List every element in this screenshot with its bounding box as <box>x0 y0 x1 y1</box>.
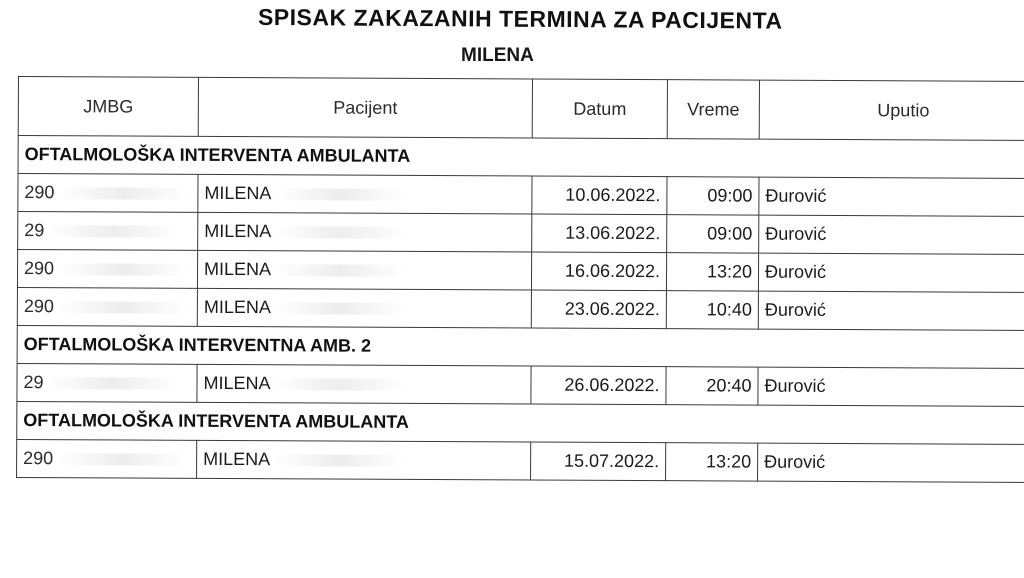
redaction <box>48 225 178 238</box>
cell-uputio: Đurović <box>759 215 1024 254</box>
header-uputio: Uputio <box>759 80 1024 140</box>
cell-vreme: 10:40 <box>666 291 758 329</box>
table-row <box>17 439 1024 482</box>
cell-datum: 23.06.2022. <box>531 290 666 329</box>
redaction <box>275 303 405 316</box>
patient-name-heading: MILENA <box>461 45 534 66</box>
cell-pacijent: MILENA <box>197 364 531 404</box>
cell-uputio: Đurović <box>758 367 1024 406</box>
cell-jmbg: 290 <box>17 250 197 289</box>
table-row <box>18 174 1024 217</box>
cell-uputio: Đurović <box>759 177 1024 216</box>
cell-jmbg: 29 <box>18 212 198 251</box>
redaction <box>274 455 404 468</box>
cell-uputio: Đurović <box>758 443 1024 482</box>
section-title: OFTALMOLOŠKA INTERVENTA AMBULANTA <box>17 401 1024 444</box>
cell-vreme: 09:00 <box>667 177 759 215</box>
cell-pacijent: MILENA <box>197 440 531 480</box>
redaction <box>275 265 405 278</box>
cell-vreme: 20:40 <box>666 367 758 405</box>
cell-vreme: 13:20 <box>666 253 758 291</box>
cell-datum: 16.06.2022. <box>531 252 666 291</box>
section-row <box>18 136 1024 179</box>
redaction <box>58 187 188 200</box>
header-vreme: Vreme <box>667 80 759 139</box>
header-pacijent: Pacijent <box>198 77 532 138</box>
header-jmbg: JMBG <box>18 77 198 137</box>
cell-pacijent: MILENA <box>197 250 531 290</box>
redaction <box>58 263 188 276</box>
redaction <box>58 301 188 314</box>
redaction <box>48 377 178 390</box>
appointments-table <box>16 76 1024 483</box>
header-datum: Datum <box>532 79 667 139</box>
table-row <box>17 250 1024 293</box>
schedule-sheet <box>16 76 1024 483</box>
cell-jmbg: 290 <box>18 174 198 213</box>
cell-uputio: Đurović <box>758 253 1024 292</box>
cell-jmbg: 290 <box>17 287 197 326</box>
cell-datum: 15.07.2022. <box>531 442 666 481</box>
cell-pacijent: MILENA <box>198 212 532 252</box>
table-row <box>17 363 1024 406</box>
table-row <box>17 287 1024 330</box>
section-title: OFTALMOLOŠKA INTERVENTA AMBULANTA <box>18 136 1024 179</box>
redaction <box>275 227 405 240</box>
cell-uputio: Đurović <box>758 291 1024 330</box>
section-row <box>17 325 1024 368</box>
document-title: SPISAK ZAKAZANIH TERMINA ZA PACIJENTA <box>257 3 783 34</box>
cell-pacijent: MILENA <box>198 174 532 214</box>
redaction <box>274 379 404 392</box>
cell-pacijent: MILENA <box>197 288 531 328</box>
cell-vreme: 09:00 <box>667 215 759 253</box>
redaction <box>57 453 187 466</box>
section-title: OFTALMOLOŠKA INTERVENTNA AMB. 2 <box>17 325 1024 368</box>
cell-jmbg: 290 <box>17 439 197 478</box>
cell-datum: 13.06.2022. <box>532 214 667 253</box>
section-row <box>17 401 1024 444</box>
table-row <box>18 212 1024 255</box>
redaction <box>275 189 405 202</box>
table-header-row <box>18 77 1024 141</box>
cell-datum: 26.06.2022. <box>531 366 666 405</box>
cell-vreme: 13:20 <box>666 443 758 481</box>
cell-datum: 10.06.2022. <box>532 176 667 215</box>
cell-jmbg: 29 <box>17 363 197 402</box>
